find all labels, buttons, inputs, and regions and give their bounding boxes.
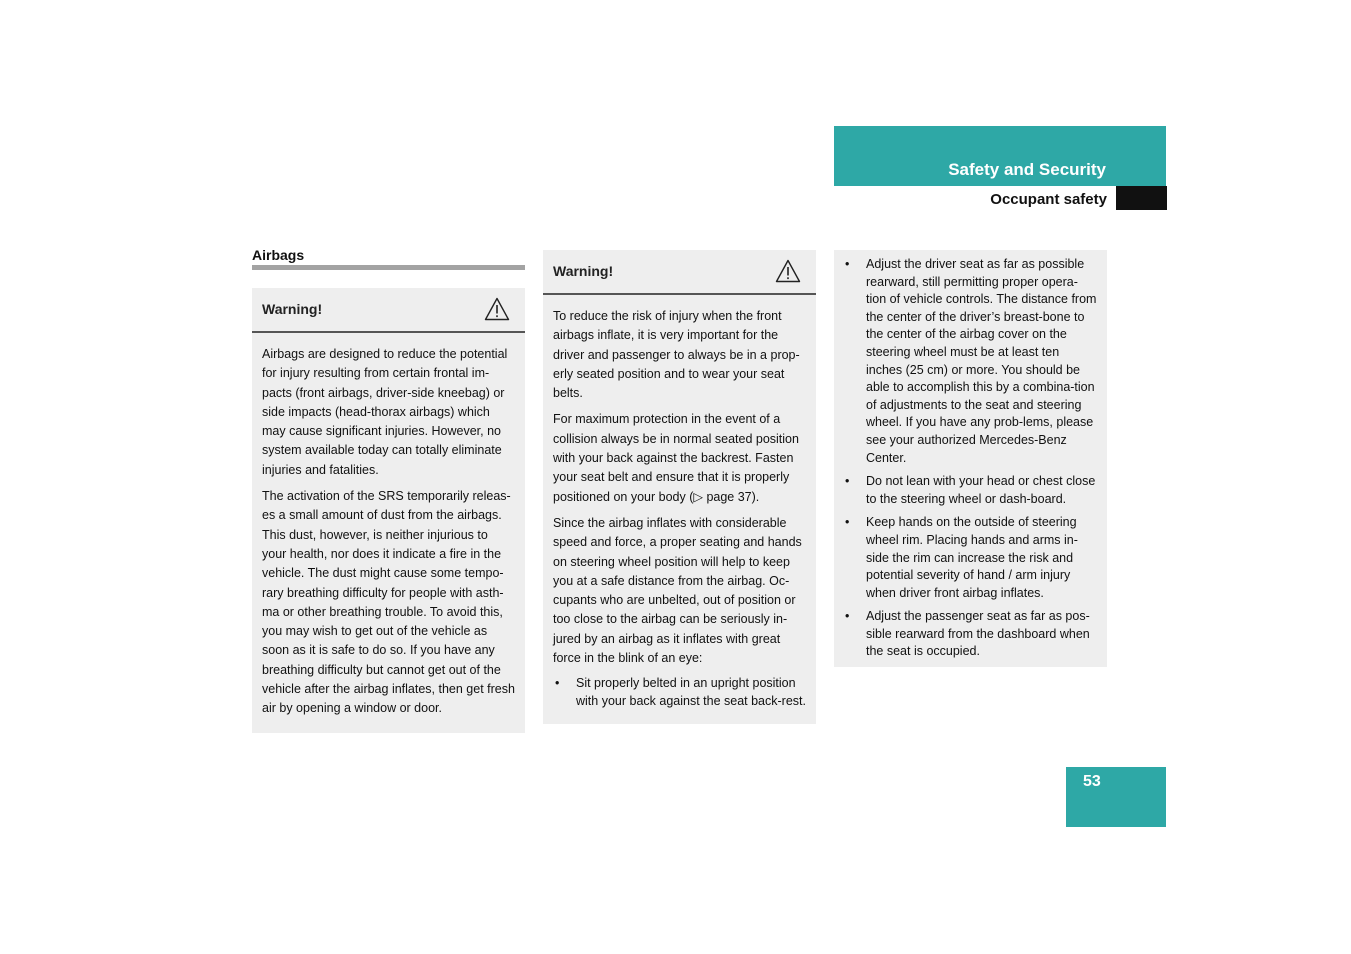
column-2 [543,250,816,724]
bullet-dot: • [845,609,850,624]
warning-paragraph: For maximum protection in the event of a collision always be in normal seated position with your back against the backrest. Fasten your seat belt and ensure that it is properly positioned on your body (▷ page 37). [553,412,799,504]
warning-header [252,288,525,333]
warning-box-2 [543,250,816,724]
bullet-dot: • [845,515,850,530]
warning-triangle-icon [775,259,801,283]
warning-bullet-list [553,675,806,710]
section-title: Safety and Security [948,160,1106,179]
list-item [843,256,1097,467]
warning-paragraph: To reduce the risk of injury when the front airbags inflate, it is very important for the driver and passenger to always be in a prop-erly seated position and to wear your seat belts. [553,309,800,401]
subsection-title: Occupant safety [990,191,1107,208]
section-tab-marker [1116,186,1167,210]
warning-body [252,333,525,733]
bullet-box [834,250,1107,667]
list-item-text: Adjust the driver seat as far as possible rearward, still permitting proper opera-tion of vehicle controls. The distance from the center of the driver’s breast-bone to the center of the airbag cover on the steering wheel must be at least ten inches (25 cm) or more. You should be able to accomplish this by a combina-tion of adjustments to the seat and steering wheel. If you have any prob-lems, please see your authorized Mercedes-Benz Center. [866,257,1097,465]
bullet-dot: • [845,474,850,489]
list-item-text: Keep hands on the outside of steering wheel rim. Placing hands and arms in-side the rim can increase the risk and potential severity of hand / arm injury when driver front airbag inflates. [866,515,1078,600]
warning-paragraph: The activation of the SRS temporarily releas-es a small amount of dust from the airbags. This dust, however, is neither injurious to your health, nor does it indicate a fire in the vehicle. The dust might cause some tempo-rary breathing difficulty for people with asth-ma or other breathing trouble. To avoid this, you may wish to get out of the vehicle as soon as it is safe to do so. If you have any breathing difficulty but cannot get out of the vehicle after the airbag inflates, then get fresh air by opening a window or door. [262,489,515,716]
list-item-text: Do not lean with your head or chest close to the steering wheel or dash-board. [866,474,1096,506]
warning-header [543,250,816,295]
list-item [843,473,1097,508]
warning-label: Warning! [553,263,614,279]
bullet-dot: • [555,676,560,691]
airbags-heading: Airbags [252,247,305,263]
page-number-box [1066,767,1166,827]
list-item [843,608,1097,661]
warning-paragraph: Since the airbag inflates with considerable speed and force, a proper seating and hands on steering wheel position will help to keep you at a safe distance from the airbag. Oc-cupants who are unbelted, out of position or too close to the airbag can be seriously in-jured by an airbag as it inflates with great force in the blink of an eye: [553,515,802,666]
bullet-dot: • [845,257,850,271]
bullet-list [843,256,1097,661]
warning-body [543,295,816,724]
warning-triangle-icon [484,297,510,321]
page-number: 53 [1083,773,1101,790]
list-item-text: Adjust the passenger seat as far as pos-sible rearward from the dashboard when the seat is occupied. [866,609,1090,659]
list-item [843,514,1097,602]
list-item-text: Sit properly belted in an upright position with your back against the seat back-rest. [576,676,806,708]
warning-label: Warning! [262,301,323,317]
column-1 [252,244,525,733]
warning-paragraph: Airbags are designed to reduce the potential for injury resulting from certain frontal im-pacts (front airbags, driver-side kneebag) or side impacts (head-thorax airbags) which may cause significant injuries. However, no system available today can totally eliminate injuries and fatalities. [262,347,508,477]
column-3 [834,250,1107,667]
list-item [553,675,806,710]
section-header-bar [834,126,1166,186]
heading-rule [252,265,525,270]
warning-box-1 [252,288,525,733]
